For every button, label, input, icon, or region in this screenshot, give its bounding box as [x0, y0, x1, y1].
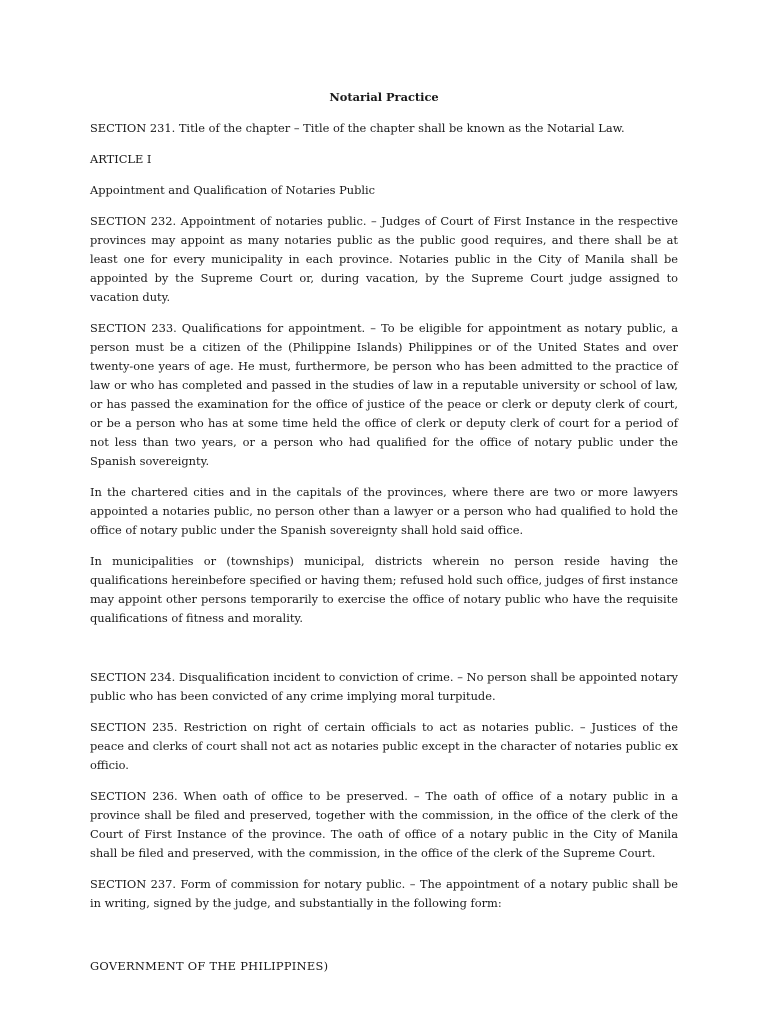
section-231: SECTION 231. Title of the chapter – Title of the chapter shall be known as the Notarial Law. [90, 121, 625, 135]
paragraph-municipalities: In municipalities or (townships) municipal, districts wherein no person reside having the qualifications hereinbefore specified or having them; refused hold such office, judges of first instance may appoint other persons temporarily to exercise the office of notary public who have the requisite qualifications of fitness and morality. [90, 554, 678, 625]
section-235: SECTION 235. Restriction on right of certain officials to act as notaries public. – Justices of the peace and clerks of court shall not act as notaries public except in the character of notaries public ex officio. [90, 720, 678, 772]
paragraph-chartered-cities: In the chartered cities and in the capitals of the provinces, where there are two or more lawyers appointed a notaries public, no person other than a lawyer or a person who had qualified to hold the office of notary public under the Spanish sovereignty shall hold said office. [90, 485, 678, 537]
section-233: SECTION 233. Qualifications for appointment. – To be eligible for appointment as notary public, a person must be a citizen of the (Philippine Islands) Philippines or of the United States and over twenty-one years of age. He must, furthermore, be person who has been admitted to the practice of law or who has completed and passed in the studies of law in a reputable university or school of law, or has passed the examination for the office of justice of the peace or clerk or deputy clerk of court, or be a person who has at some time held the office of clerk or deputy clerk of court for a period of not less than two years, or a person who had qualified for the office of notary public under the Spanish sovereignty. [90, 321, 678, 468]
section-237: SECTION 237. Form of commission for notary public. – The appointment of a notary public shall be in writing, signed by the judge, and substantially in the following form: [90, 877, 678, 910]
document-page [90, 88, 678, 988]
government-line: GOVERNMENT OF THE PHILIPPINES) [90, 959, 329, 973]
section-236: SECTION 236. When oath of office to be preserved. – The oath of office of a notary public in a province shall be filed and preserved, together with the commission, in the office of the clerk of the Court of First Instance of the province. The oath of office of a notary public in the City of Manila shall be filed and preserved, with the commission, in the office of the clerk of the Supreme Court. [90, 789, 678, 860]
article-heading: ARTICLE I [90, 152, 152, 166]
section-232: SECTION 232. Appointment of notaries public. – Judges of Court of First Instance in the respective provinces may appoint as many notaries public as the public good requires, and there shall be at least one for every municipality in each province. Notaries public in the City of Manila shall be appointed by the Supreme Court or, during vacation, by the Supreme Court judge assigned to vacation duty. [90, 214, 678, 304]
section-234: SECTION 234. Disqualification incident to conviction of crime. – No person shall be appointed notary public who has been convicted of any crime implying moral turpitude. [90, 670, 678, 703]
document-title: Notarial Practice [329, 90, 439, 104]
article-subheading: Appointment and Qualification of Notaries Public [90, 183, 376, 197]
